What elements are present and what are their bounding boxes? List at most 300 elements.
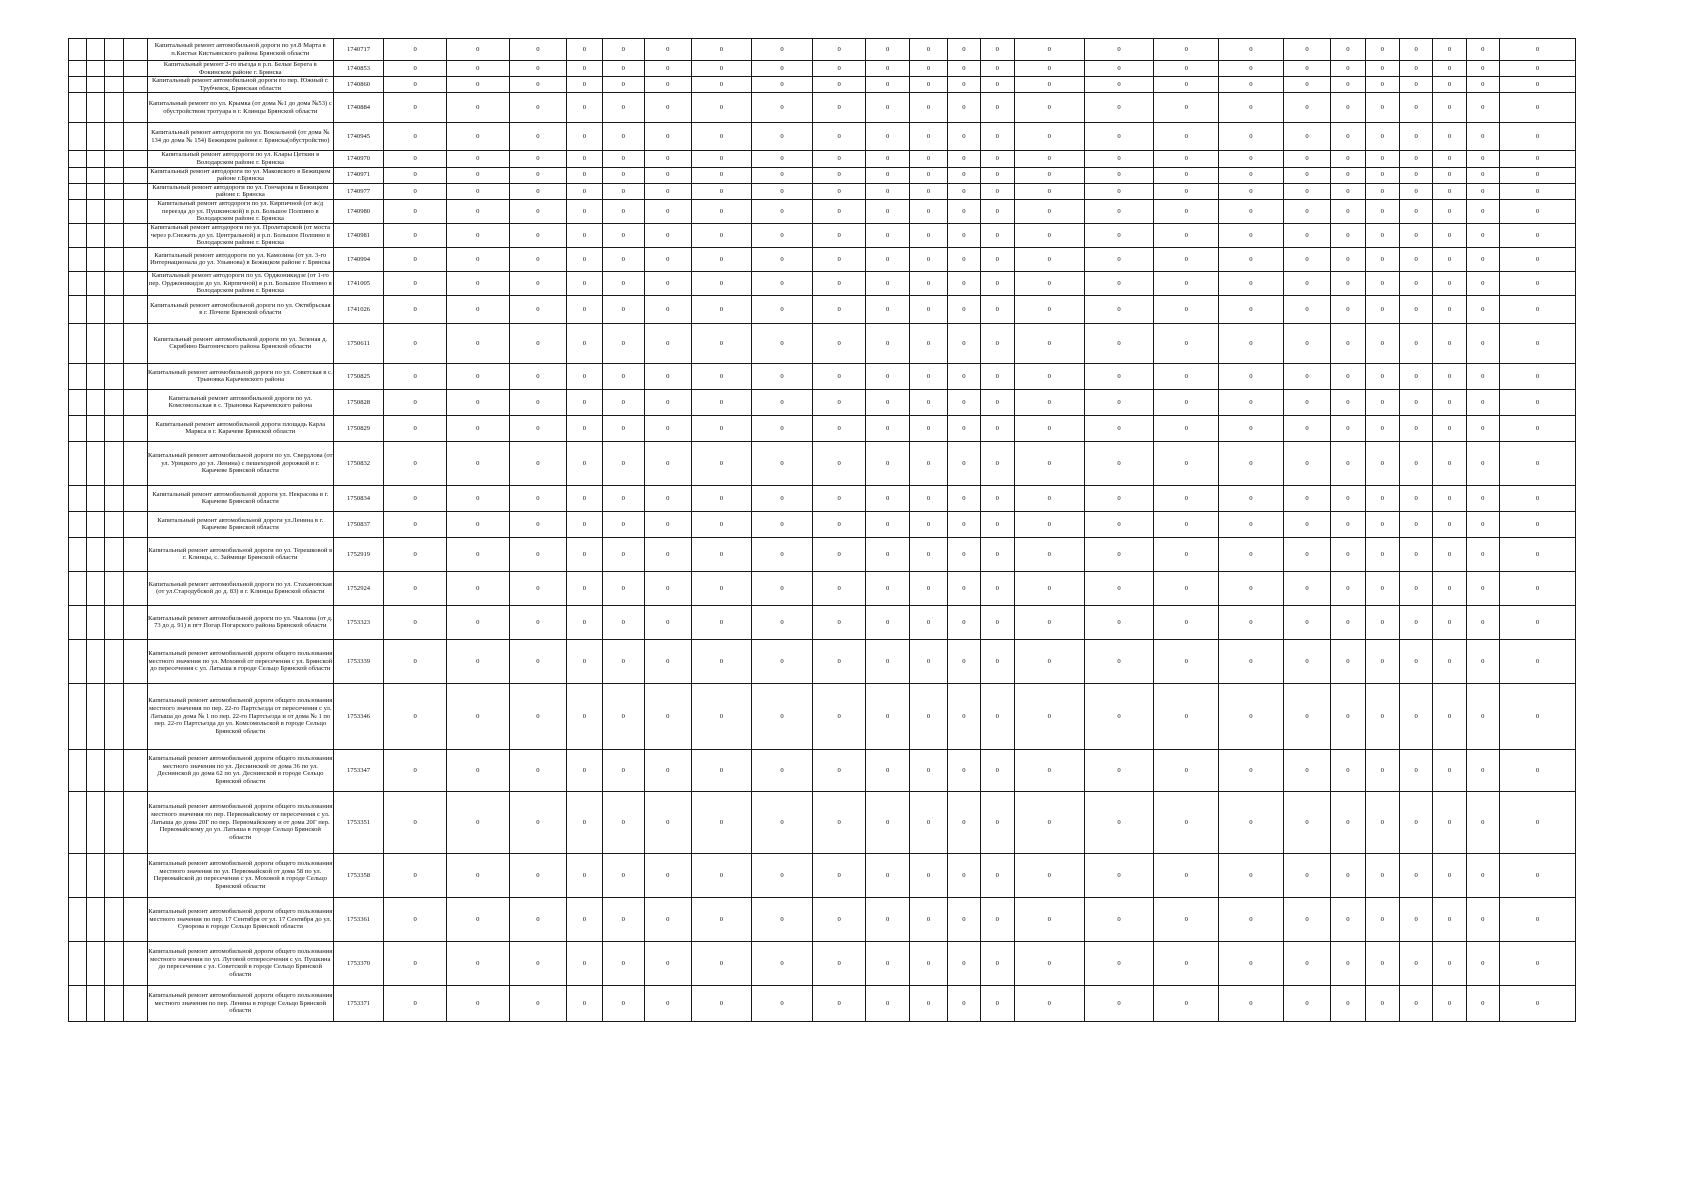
row-code: 1740994 bbox=[333, 247, 384, 271]
value-cell: 0 bbox=[1084, 537, 1154, 571]
value-cell: 0 bbox=[866, 749, 909, 791]
blank-cell bbox=[69, 571, 87, 605]
value-cell: 0 bbox=[948, 511, 980, 537]
value-cell: 0 bbox=[812, 271, 866, 295]
value-cell: 0 bbox=[509, 749, 567, 791]
value-cell: 0 bbox=[866, 683, 909, 749]
value-cell: 0 bbox=[1219, 853, 1284, 897]
value-cell: 0 bbox=[691, 511, 752, 537]
value-cell: 0 bbox=[645, 363, 691, 389]
value-cell: 0 bbox=[1084, 941, 1154, 985]
value-cell: 0 bbox=[645, 749, 691, 791]
value-cell: 0 bbox=[1499, 749, 1575, 791]
value-cell: 0 bbox=[1331, 323, 1365, 363]
blank-cell bbox=[87, 511, 105, 537]
value-cell: 0 bbox=[1084, 323, 1154, 363]
value-cell: 0 bbox=[1014, 853, 1084, 897]
table-row bbox=[69, 415, 1576, 441]
value-cell: 0 bbox=[384, 77, 447, 93]
value-cell: 0 bbox=[909, 39, 947, 61]
document-sheet bbox=[68, 38, 1576, 1022]
value-cell: 0 bbox=[1283, 247, 1331, 271]
value-cell: 0 bbox=[812, 61, 866, 77]
value-cell: 0 bbox=[909, 295, 947, 323]
value-cell: 0 bbox=[948, 749, 980, 791]
value-cell: 0 bbox=[1466, 363, 1499, 389]
value-cell: 0 bbox=[1014, 985, 1084, 1021]
value-cell: 0 bbox=[752, 941, 813, 985]
value-cell: 0 bbox=[1014, 485, 1084, 511]
value-cell: 0 bbox=[909, 199, 947, 223]
value-cell: 0 bbox=[384, 571, 447, 605]
value-cell: 0 bbox=[1399, 247, 1432, 271]
blank-cell bbox=[87, 123, 105, 151]
row-description: Капитальный ремонт автомобильной дороги общего пользования местного значения по ул. Моховой от пересечения с ул. Брянской до пересечения с ул. Латыша в городе Сельцо Брянской области bbox=[147, 639, 333, 683]
value-cell: 0 bbox=[645, 537, 691, 571]
value-cell: 0 bbox=[1014, 183, 1084, 199]
value-cell: 0 bbox=[1219, 271, 1284, 295]
value-cell: 0 bbox=[752, 985, 813, 1021]
value-cell: 0 bbox=[1154, 363, 1219, 389]
blank-cell bbox=[105, 151, 123, 167]
value-cell: 0 bbox=[1433, 247, 1466, 271]
blank-cell bbox=[87, 323, 105, 363]
value-cell: 0 bbox=[446, 77, 509, 93]
value-cell: 0 bbox=[645, 247, 691, 271]
value-cell: 0 bbox=[691, 183, 752, 199]
value-cell: 0 bbox=[509, 389, 567, 415]
value-cell: 0 bbox=[812, 897, 866, 941]
blank-cell bbox=[69, 247, 87, 271]
value-cell: 0 bbox=[567, 897, 602, 941]
value-cell: 0 bbox=[446, 683, 509, 749]
blank-cell bbox=[105, 985, 123, 1021]
value-cell: 0 bbox=[866, 441, 909, 485]
value-cell: 0 bbox=[866, 389, 909, 415]
blank-cell bbox=[123, 897, 147, 941]
value-cell: 0 bbox=[1365, 639, 1399, 683]
value-cell: 0 bbox=[752, 683, 813, 749]
value-cell: 0 bbox=[446, 39, 509, 61]
row-description: Капитальный ремонт автомобильной дороги по ул. Стахановская (от ул.Стародубской до д. 83) в г. Клинцы Брянской области bbox=[147, 571, 333, 605]
value-cell: 0 bbox=[1084, 39, 1154, 61]
value-cell: 0 bbox=[1219, 941, 1284, 985]
table-row bbox=[69, 749, 1576, 791]
value-cell: 0 bbox=[866, 93, 909, 123]
value-cell: 0 bbox=[1084, 485, 1154, 511]
table-row bbox=[69, 223, 1576, 247]
value-cell: 0 bbox=[509, 985, 567, 1021]
value-cell: 0 bbox=[446, 223, 509, 247]
value-cell: 0 bbox=[948, 639, 980, 683]
value-cell: 0 bbox=[384, 151, 447, 167]
value-cell: 0 bbox=[980, 749, 1014, 791]
value-cell: 0 bbox=[691, 363, 752, 389]
blank-cell bbox=[69, 639, 87, 683]
value-cell: 0 bbox=[752, 571, 813, 605]
value-cell: 0 bbox=[752, 537, 813, 571]
value-cell: 0 bbox=[1365, 485, 1399, 511]
blank-cell bbox=[105, 61, 123, 77]
value-cell: 0 bbox=[752, 897, 813, 941]
row-description: Капитальный ремонт автомобильной дороги общего пользования местного значения по ул. Луговой отпересечения с ул. Пушкина до пересечения с ул. Советской в городе Сельцо Брянской области bbox=[147, 941, 333, 985]
value-cell: 0 bbox=[1399, 853, 1432, 897]
value-cell: 0 bbox=[1084, 77, 1154, 93]
value-cell: 0 bbox=[752, 183, 813, 199]
blank-cell bbox=[105, 247, 123, 271]
value-cell: 0 bbox=[509, 295, 567, 323]
table-row bbox=[69, 363, 1576, 389]
blank-cell bbox=[87, 791, 105, 853]
value-cell: 0 bbox=[948, 389, 980, 415]
value-cell: 0 bbox=[446, 123, 509, 151]
data-table bbox=[68, 38, 1576, 1022]
value-cell: 0 bbox=[645, 295, 691, 323]
value-cell: 0 bbox=[691, 389, 752, 415]
value-cell: 0 bbox=[567, 537, 602, 571]
value-cell: 0 bbox=[1283, 749, 1331, 791]
value-cell: 0 bbox=[384, 271, 447, 295]
blank-cell bbox=[105, 271, 123, 295]
value-cell: 0 bbox=[645, 167, 691, 183]
blank-cell bbox=[69, 167, 87, 183]
value-cell: 0 bbox=[1466, 441, 1499, 485]
value-cell: 0 bbox=[866, 151, 909, 167]
value-cell: 0 bbox=[1084, 61, 1154, 77]
row-code: 1740981 bbox=[333, 223, 384, 247]
value-cell: 0 bbox=[567, 93, 602, 123]
value-cell: 0 bbox=[909, 537, 947, 571]
value-cell: 0 bbox=[1499, 511, 1575, 537]
value-cell: 0 bbox=[1365, 389, 1399, 415]
value-cell: 0 bbox=[1399, 941, 1432, 985]
value-cell: 0 bbox=[1154, 985, 1219, 1021]
blank-cell bbox=[87, 941, 105, 985]
row-code: 1750832 bbox=[333, 441, 384, 485]
value-cell: 0 bbox=[909, 749, 947, 791]
value-cell: 0 bbox=[948, 485, 980, 511]
value-cell: 0 bbox=[1014, 897, 1084, 941]
value-cell: 0 bbox=[1399, 605, 1432, 639]
value-cell: 0 bbox=[602, 77, 644, 93]
value-cell: 0 bbox=[567, 223, 602, 247]
value-cell: 0 bbox=[1499, 123, 1575, 151]
value-cell: 0 bbox=[1499, 93, 1575, 123]
value-cell: 0 bbox=[980, 151, 1014, 167]
value-cell: 0 bbox=[1084, 223, 1154, 247]
value-cell: 0 bbox=[645, 61, 691, 77]
value-cell: 0 bbox=[980, 389, 1014, 415]
value-cell: 0 bbox=[948, 123, 980, 151]
value-cell: 0 bbox=[645, 415, 691, 441]
table-row bbox=[69, 511, 1576, 537]
blank-cell bbox=[87, 61, 105, 77]
value-cell: 0 bbox=[752, 605, 813, 639]
value-cell: 0 bbox=[909, 639, 947, 683]
value-cell: 0 bbox=[866, 247, 909, 271]
value-cell: 0 bbox=[1433, 441, 1466, 485]
value-cell: 0 bbox=[1499, 985, 1575, 1021]
value-cell: 0 bbox=[909, 77, 947, 93]
value-cell: 0 bbox=[752, 389, 813, 415]
value-cell: 0 bbox=[1219, 77, 1284, 93]
value-cell: 0 bbox=[1219, 985, 1284, 1021]
value-cell: 0 bbox=[602, 389, 644, 415]
row-code: 1750837 bbox=[333, 511, 384, 537]
value-cell: 0 bbox=[980, 441, 1014, 485]
value-cell: 0 bbox=[1084, 985, 1154, 1021]
value-cell: 0 bbox=[602, 537, 644, 571]
value-cell: 0 bbox=[384, 295, 447, 323]
value-cell: 0 bbox=[1365, 537, 1399, 571]
value-cell: 0 bbox=[1219, 39, 1284, 61]
value-cell: 0 bbox=[567, 853, 602, 897]
value-cell: 0 bbox=[384, 941, 447, 985]
value-cell: 0 bbox=[645, 485, 691, 511]
value-cell: 0 bbox=[812, 199, 866, 223]
value-cell: 0 bbox=[384, 485, 447, 511]
blank-cell bbox=[69, 415, 87, 441]
value-cell: 0 bbox=[1154, 77, 1219, 93]
value-cell: 0 bbox=[1219, 749, 1284, 791]
row-code: 1740970 bbox=[333, 151, 384, 167]
blank-cell bbox=[123, 853, 147, 897]
value-cell: 0 bbox=[812, 749, 866, 791]
value-cell: 0 bbox=[866, 123, 909, 151]
value-cell: 0 bbox=[645, 791, 691, 853]
value-cell: 0 bbox=[645, 389, 691, 415]
value-cell: 0 bbox=[509, 247, 567, 271]
value-cell: 0 bbox=[812, 223, 866, 247]
value-cell: 0 bbox=[1219, 389, 1284, 415]
value-cell: 0 bbox=[602, 61, 644, 77]
value-cell: 0 bbox=[1283, 415, 1331, 441]
value-cell: 0 bbox=[812, 39, 866, 61]
value-cell: 0 bbox=[645, 183, 691, 199]
blank-cell bbox=[105, 683, 123, 749]
value-cell: 0 bbox=[1084, 683, 1154, 749]
value-cell: 0 bbox=[602, 123, 644, 151]
value-cell: 0 bbox=[1014, 639, 1084, 683]
value-cell: 0 bbox=[1331, 485, 1365, 511]
value-cell: 0 bbox=[866, 223, 909, 247]
value-cell: 0 bbox=[1014, 941, 1084, 985]
value-cell: 0 bbox=[1365, 123, 1399, 151]
row-code: 1740853 bbox=[333, 61, 384, 77]
value-cell: 0 bbox=[1433, 77, 1466, 93]
blank-cell bbox=[123, 247, 147, 271]
value-cell: 0 bbox=[567, 151, 602, 167]
value-cell: 0 bbox=[384, 749, 447, 791]
value-cell: 0 bbox=[1433, 897, 1466, 941]
value-cell: 0 bbox=[384, 247, 447, 271]
blank-cell bbox=[69, 151, 87, 167]
value-cell: 0 bbox=[1283, 77, 1331, 93]
value-cell: 0 bbox=[752, 791, 813, 853]
value-cell: 0 bbox=[909, 683, 947, 749]
value-cell: 0 bbox=[812, 183, 866, 199]
value-cell: 0 bbox=[980, 605, 1014, 639]
value-cell: 0 bbox=[602, 941, 644, 985]
value-cell: 0 bbox=[1014, 791, 1084, 853]
value-cell: 0 bbox=[645, 271, 691, 295]
value-cell: 0 bbox=[1283, 39, 1331, 61]
value-cell: 0 bbox=[909, 389, 947, 415]
value-cell: 0 bbox=[691, 415, 752, 441]
row-code: 1753371 bbox=[333, 985, 384, 1021]
value-cell: 0 bbox=[866, 791, 909, 853]
value-cell: 0 bbox=[1219, 223, 1284, 247]
blank-cell bbox=[123, 389, 147, 415]
blank-cell bbox=[123, 93, 147, 123]
value-cell: 0 bbox=[948, 61, 980, 77]
value-cell: 0 bbox=[1499, 223, 1575, 247]
value-cell: 0 bbox=[446, 167, 509, 183]
row-code: 1753323 bbox=[333, 605, 384, 639]
value-cell: 0 bbox=[948, 941, 980, 985]
value-cell: 0 bbox=[812, 511, 866, 537]
value-cell: 0 bbox=[602, 791, 644, 853]
value-cell: 0 bbox=[602, 363, 644, 389]
value-cell: 0 bbox=[567, 39, 602, 61]
value-cell: 0 bbox=[752, 749, 813, 791]
value-cell: 0 bbox=[602, 571, 644, 605]
value-cell: 0 bbox=[1084, 791, 1154, 853]
value-cell: 0 bbox=[1365, 61, 1399, 77]
value-cell: 0 bbox=[752, 295, 813, 323]
value-cell: 0 bbox=[602, 853, 644, 897]
value-cell: 0 bbox=[384, 897, 447, 941]
value-cell: 0 bbox=[1399, 61, 1432, 77]
row-code: 1753346 bbox=[333, 683, 384, 749]
value-cell: 0 bbox=[384, 363, 447, 389]
table-row bbox=[69, 295, 1576, 323]
value-cell: 0 bbox=[909, 941, 947, 985]
value-cell: 0 bbox=[1466, 749, 1499, 791]
value-cell: 0 bbox=[1084, 389, 1154, 415]
blank-cell bbox=[87, 183, 105, 199]
value-cell: 0 bbox=[567, 167, 602, 183]
value-cell: 0 bbox=[1365, 271, 1399, 295]
value-cell: 0 bbox=[1399, 77, 1432, 93]
value-cell: 0 bbox=[980, 485, 1014, 511]
value-cell: 0 bbox=[752, 271, 813, 295]
row-description: Капитальный ремонт автодороги по ул. Клары Цеткин в Володарском районе г. Брянска bbox=[147, 151, 333, 167]
blank-cell bbox=[123, 323, 147, 363]
blank-cell bbox=[87, 199, 105, 223]
value-cell: 0 bbox=[691, 151, 752, 167]
value-cell: 0 bbox=[1499, 389, 1575, 415]
value-cell: 0 bbox=[812, 415, 866, 441]
value-cell: 0 bbox=[812, 639, 866, 683]
value-cell: 0 bbox=[645, 151, 691, 167]
value-cell: 0 bbox=[509, 61, 567, 77]
table-row bbox=[69, 167, 1576, 183]
value-cell: 0 bbox=[812, 985, 866, 1021]
value-cell: 0 bbox=[866, 537, 909, 571]
value-cell: 0 bbox=[1154, 605, 1219, 639]
row-code: 1750834 bbox=[333, 485, 384, 511]
blank-cell bbox=[87, 897, 105, 941]
value-cell: 0 bbox=[602, 295, 644, 323]
blank-cell bbox=[69, 441, 87, 485]
value-cell: 0 bbox=[909, 605, 947, 639]
blank-cell bbox=[105, 639, 123, 683]
value-cell: 0 bbox=[602, 247, 644, 271]
value-cell: 0 bbox=[1433, 985, 1466, 1021]
row-code: 1740884 bbox=[333, 93, 384, 123]
value-cell: 0 bbox=[602, 897, 644, 941]
value-cell: 0 bbox=[812, 605, 866, 639]
value-cell: 0 bbox=[1154, 511, 1219, 537]
value-cell: 0 bbox=[980, 39, 1014, 61]
blank-cell bbox=[105, 77, 123, 93]
value-cell: 0 bbox=[980, 897, 1014, 941]
value-cell: 0 bbox=[812, 323, 866, 363]
value-cell: 0 bbox=[1365, 985, 1399, 1021]
table-row bbox=[69, 247, 1576, 271]
value-cell: 0 bbox=[645, 639, 691, 683]
value-cell: 0 bbox=[1014, 415, 1084, 441]
value-cell: 0 bbox=[567, 683, 602, 749]
value-cell: 0 bbox=[446, 941, 509, 985]
value-cell: 0 bbox=[446, 389, 509, 415]
blank-cell bbox=[69, 39, 87, 61]
table-row bbox=[69, 123, 1576, 151]
value-cell: 0 bbox=[1499, 897, 1575, 941]
blank-cell bbox=[123, 511, 147, 537]
value-cell: 0 bbox=[1466, 853, 1499, 897]
blank-cell bbox=[69, 683, 87, 749]
value-cell: 0 bbox=[602, 415, 644, 441]
value-cell: 0 bbox=[812, 247, 866, 271]
value-cell: 0 bbox=[1399, 183, 1432, 199]
value-cell: 0 bbox=[1283, 941, 1331, 985]
value-cell: 0 bbox=[1283, 639, 1331, 683]
blank-cell bbox=[69, 749, 87, 791]
value-cell: 0 bbox=[1154, 571, 1219, 605]
value-cell: 0 bbox=[446, 199, 509, 223]
value-cell: 0 bbox=[1365, 441, 1399, 485]
value-cell: 0 bbox=[1499, 605, 1575, 639]
value-cell: 0 bbox=[691, 791, 752, 853]
value-cell: 0 bbox=[1466, 571, 1499, 605]
row-description: Капитальный ремонт автомобильной дороги общего пользования местного значения по пер. 17 Сентября от ул. 17 Сентября до ул. Суворова в городе Сельцо Брянской области bbox=[147, 897, 333, 941]
value-cell: 0 bbox=[691, 39, 752, 61]
value-cell: 0 bbox=[1283, 389, 1331, 415]
value-cell: 0 bbox=[567, 199, 602, 223]
value-cell: 0 bbox=[1154, 415, 1219, 441]
value-cell: 0 bbox=[1365, 39, 1399, 61]
value-cell: 0 bbox=[1466, 93, 1499, 123]
value-cell: 0 bbox=[645, 441, 691, 485]
blank-cell bbox=[105, 897, 123, 941]
value-cell: 0 bbox=[602, 749, 644, 791]
value-cell: 0 bbox=[446, 791, 509, 853]
value-cell: 0 bbox=[1014, 199, 1084, 223]
value-cell: 0 bbox=[1466, 897, 1499, 941]
value-cell: 0 bbox=[509, 791, 567, 853]
value-cell: 0 bbox=[1084, 897, 1154, 941]
value-cell: 0 bbox=[980, 323, 1014, 363]
value-cell: 0 bbox=[1466, 415, 1499, 441]
value-cell: 0 bbox=[1154, 199, 1219, 223]
value-cell: 0 bbox=[1433, 183, 1466, 199]
value-cell: 0 bbox=[1331, 389, 1365, 415]
blank-cell bbox=[105, 295, 123, 323]
value-cell: 0 bbox=[1219, 247, 1284, 271]
table-row bbox=[69, 61, 1576, 77]
